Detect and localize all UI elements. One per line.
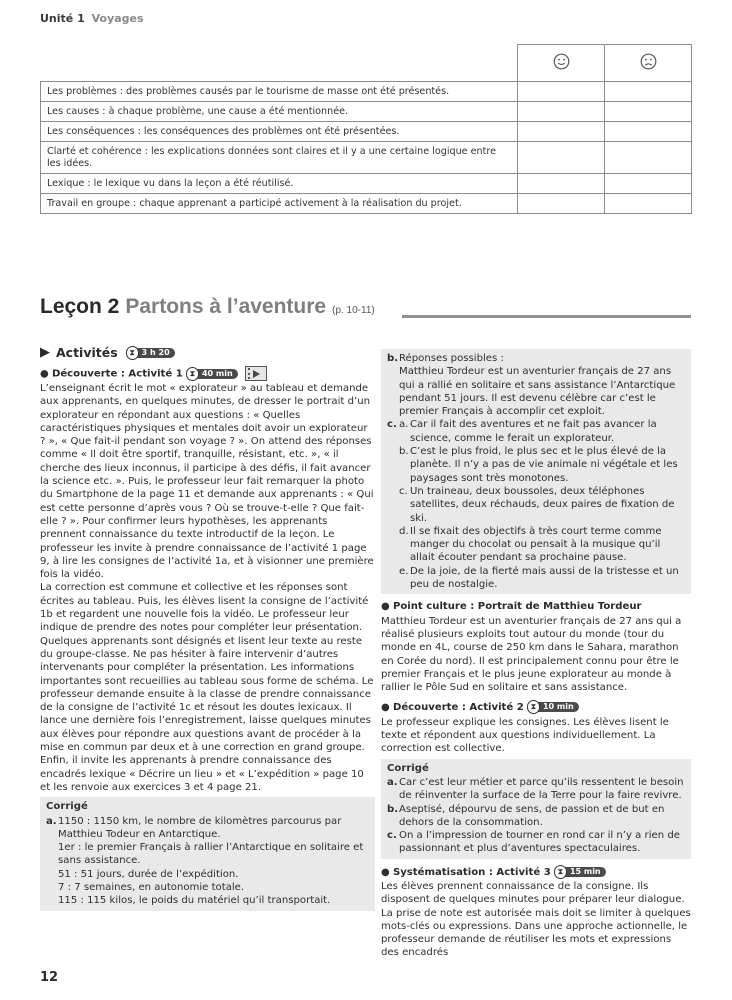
unit-title: Voyages bbox=[91, 12, 144, 25]
sub-text: Un traineau, deux boussoles, deux téléphones satellites, deux réchauds, deux paires de fixation de ski. bbox=[410, 485, 675, 524]
item-text: Aseptisé, dépourvu de sens, de passion et de but en dehors de la consommation. bbox=[399, 803, 665, 828]
corrige-box-2 bbox=[381, 759, 691, 859]
lesson-title-rule bbox=[402, 315, 691, 318]
unit-number: Unité 1 bbox=[40, 12, 85, 25]
criterion-problems: Les problèmes : des problèmes causés par le tourisme de masse ont été présentés. bbox=[41, 82, 518, 102]
grid-header-sad bbox=[605, 45, 692, 82]
sub-letter: e. bbox=[399, 565, 409, 577]
decouverte1-heading bbox=[40, 366, 375, 381]
sub-letter: a. bbox=[399, 419, 409, 431]
lesson-pages: (p. 10-11) bbox=[332, 305, 375, 316]
bullet-icon: ● bbox=[40, 368, 49, 380]
checkbox-happy[interactable] bbox=[518, 142, 605, 174]
grid-header-blank bbox=[41, 45, 518, 82]
systematisation-title: Systématisation : Activité 3 bbox=[392, 866, 551, 878]
sub-item bbox=[399, 485, 685, 525]
corrige-title: Corrigé bbox=[387, 762, 429, 774]
grid-row bbox=[41, 174, 692, 194]
sub-item bbox=[399, 525, 685, 565]
sub-item bbox=[399, 445, 685, 485]
lesson-title bbox=[40, 295, 691, 327]
checkbox-sad[interactable] bbox=[605, 122, 692, 142]
left-column bbox=[40, 343, 375, 911]
sub-letter: d. bbox=[399, 525, 409, 537]
systematisation-duration: 15 min bbox=[563, 867, 606, 877]
sub-text: Il se fixait des objectifs à très court terme comme manger du chocolat ou pensait à la musique qu’il allait écouter pendant sa prochaine pause. bbox=[410, 525, 662, 564]
item-letter: c. bbox=[387, 830, 397, 842]
corrige-title: Corrigé bbox=[46, 801, 88, 813]
item-letter: a. bbox=[387, 776, 398, 788]
item-body bbox=[399, 418, 685, 591]
answer-line: 1er : le premier Français à rallier l’Antarctique en solitaire et sans assistance. bbox=[58, 842, 364, 867]
decouverte2-timer bbox=[527, 700, 579, 714]
checkbox-happy[interactable] bbox=[518, 82, 605, 102]
grid-row bbox=[41, 194, 692, 214]
lesson-number: Leçon 2 bbox=[40, 295, 120, 318]
answer-text: Matthieu Tordeur est un aventurier français de 27 ans qui a rallié en solitaire et sans assistance l’Antarctique pendant 51 jours. Il est devenu célèbre car c’est le premier Français à accomplir cet exploit. bbox=[399, 366, 676, 418]
hourglass-icon: ⧗ bbox=[527, 700, 540, 714]
smiley-sad-icon bbox=[640, 53, 657, 70]
sub-text: De la joie, de la fierté mais aussi de la tristesse et un peu de nostalgie. bbox=[410, 565, 679, 591]
hourglass-icon: ⧗ bbox=[186, 367, 199, 381]
item-text: On a l’impression de tourner en rond car il n’y a rien de passionnant et plus d’aventures spectaculaires. bbox=[399, 830, 680, 855]
corrige-item bbox=[387, 776, 685, 803]
item-letter: a. bbox=[46, 815, 57, 827]
item-text: Car c’est leur métier et parce qu’ils ressentent le besoin de réinventer la surface de la Terre pour la faire revivre. bbox=[399, 776, 684, 802]
sub-item bbox=[399, 418, 685, 445]
corrige-item bbox=[387, 829, 685, 856]
sub-letter: b. bbox=[399, 446, 409, 458]
video-icon[interactable] bbox=[245, 366, 267, 381]
play-arrow-icon: ▶ bbox=[40, 345, 50, 361]
systematisation-timer bbox=[554, 865, 606, 879]
bullet-icon: ● bbox=[381, 702, 390, 714]
systematisation-text: Les élèves prennent connaissance de la consigne. Ils disposent de quelques minutes pour préparer leur dialogue. La prise de note est autorisée mais doit se limiter à quelques mots-clés ou expressions. Dans une approche actionnelle, le professeur demande de réutiliser les mots et expressions des encadrés bbox=[381, 880, 691, 959]
hourglass-icon: ⧗ bbox=[126, 346, 139, 360]
unit-header bbox=[40, 12, 144, 25]
grid-row bbox=[41, 122, 692, 142]
culture-text: Matthieu Tordeur est un aventurier français de 27 ans qui a réalisé plusieurs exploits tout autour du monde (tour du monde en 4L, course de 250 km dans le Sahara, marathon en Corée du nord). Il est principalement connu pour être le premier Français et le plus jeune explorateur au monde à rallier le Pôle Sud en solitaire et sans assistance. bbox=[381, 615, 682, 694]
checkbox-happy[interactable] bbox=[518, 102, 605, 122]
corrige-item-c bbox=[387, 418, 685, 591]
grid-header-happy bbox=[518, 45, 605, 82]
smiley-happy-icon bbox=[553, 53, 570, 70]
item-body bbox=[58, 815, 369, 908]
checkbox-sad[interactable] bbox=[605, 142, 692, 174]
lesson-name: Partons à l’aventure bbox=[125, 295, 327, 318]
grid-row bbox=[41, 102, 692, 122]
decouverte1-title: Découverte : Activité 1 bbox=[51, 368, 183, 380]
sub-text: Car il fait des aventures et ne fait pas avancer la science, comme le ferait un explorateur. bbox=[410, 419, 657, 444]
activities-heading bbox=[40, 343, 375, 363]
criterion-consequences: Les conséquences : les conséquences des problèmes ont été présentées. bbox=[41, 122, 518, 142]
criterion-lexicon: Lexique : le lexique vu dans la leçon a été réutilisé. bbox=[41, 174, 518, 194]
corrige-item-a bbox=[46, 815, 369, 908]
checkbox-happy[interactable] bbox=[518, 174, 605, 194]
criterion-clarity: Clarté et cohérence : les explications données sont claires et il y a une certaine logique entre les idées. bbox=[41, 142, 518, 174]
decouverte2-heading bbox=[381, 700, 691, 714]
answer-intro: Réponses possibles : bbox=[399, 353, 504, 364]
checkbox-sad[interactable] bbox=[605, 174, 692, 194]
criterion-causes: Les causes : à chaque problème, une cause a été mentionnée. bbox=[41, 102, 518, 122]
decouverte1-paragraph: L’enseignant écrit le mot « explorateur » au tableau et demande aux apprenants, en quelques minutes, de dresser le portrait d’un explorateur en répondant aux questions : « Quelles caractéristiques physiques et mentales doit avoir un explorateur ? », « Que fait-il pendant son voyage ? ». On attend des réponses comme « Il doit être sportif, tranquille, résistant, etc. », « il cherche des lieux inconnus, il participe à des défis, il fait avancer la science etc. ». Puis, le professeur leur fait remarquer la photo du Smartphone de la page 11 et demande aux apprenants : « Qui est cette personne d’après vous ? Où se trouve-t-elle ? Que fait-elle ? ». Pour confirmer leurs hypothèses, les apprenants prennent connaissance du texte introductif de la leçon. Le professeur les invite à prendre connaissance de l’activité 1 page 9, à lire les consignes de l’activité 1a, et à visionner une première fois la vidéo. bbox=[40, 383, 374, 581]
checkbox-sad[interactable] bbox=[605, 102, 692, 122]
sub-letter: c. bbox=[399, 485, 408, 497]
sub-item bbox=[399, 565, 685, 592]
corrige-box bbox=[40, 797, 375, 910]
systematisation-heading bbox=[381, 865, 691, 879]
item-letter: b. bbox=[387, 803, 399, 815]
activities-duration: 3 h 20 bbox=[135, 348, 175, 358]
bullet-icon: ● bbox=[381, 601, 390, 613]
hourglass-icon: ⧗ bbox=[554, 865, 567, 879]
checkbox-sad[interactable] bbox=[605, 82, 692, 102]
answer-line: 1150 : 1150 km, le nombre de kilomètres parcourus par Matthieu Todeur en Antarctique. bbox=[58, 815, 342, 840]
corrige-box-continued bbox=[381, 349, 691, 594]
evaluation-grid bbox=[40, 44, 692, 214]
checkbox-happy[interactable] bbox=[518, 194, 605, 214]
answer-line: 7 : 7 semaines, en autonomie totale. bbox=[58, 881, 245, 893]
answer-line: 51 : 51 jours, durée de l’expédition. bbox=[58, 868, 239, 880]
decouverte1-duration: 40 min bbox=[195, 369, 238, 379]
bullet-icon: ● bbox=[381, 866, 390, 878]
decouverte2-text: Le professeur explique les consignes. Les élèves lisent le texte et répondent aux questions individuellement. La correction est collective. bbox=[381, 716, 669, 755]
decouverte2-duration: 10 min bbox=[536, 702, 579, 712]
page-number: 12 bbox=[40, 970, 59, 985]
grid-row bbox=[41, 82, 692, 102]
activities-label: Activités bbox=[56, 345, 118, 361]
activities-timer bbox=[126, 346, 175, 360]
item-letter: b. bbox=[387, 353, 399, 364]
decouverte1-timer bbox=[186, 367, 238, 381]
decouverte1-paragraph: La correction est commune et collective et les réponses sont écrites au tableau. Puis, les élèves lisent la consigne de l’activité 1b et regardent une nouvelle fois la vidéo. Le professeur leur indique de prendre des notes pour compléter leur présentation. Quelques apprenants sont désignés et lisent leur texte au reste du groupe-classe. Ne pas hésiter à faire intervenir d’autres intervenants pour compléter la présentation. Les informations importantes sont recueillies au tableau sous forme de schéma. Le professeur demande ensuite à la classe de prendre connaissance de la consigne de l’activité 1c et résout les doutes lexicaux. Il lance une dernière fois l’enregistrement, laisse quelques minutes aux élèves pour répondre aux questions avant de procéder à la mise en commun par deux et à une correction en grand groupe. Enfin, il invite les apprenants à prendre connaissance des encadrés lexique « Décrire un lieu » et « L’expédition » page 10 et les renvoie aux exercices 3 et 4 page 21. bbox=[40, 582, 374, 793]
right-column bbox=[381, 349, 691, 960]
checkbox-happy[interactable] bbox=[518, 122, 605, 142]
sub-text: C’est le plus froid, le plus sec et le plus élevé de la planète. Il n’y a pas de vie animale ni végétale et les paysages sont très monotones. bbox=[410, 446, 678, 484]
culture-heading bbox=[381, 600, 691, 613]
checkbox-sad[interactable] bbox=[605, 194, 692, 214]
item-body bbox=[399, 352, 685, 418]
item-letter: c. bbox=[387, 419, 397, 431]
grid-row bbox=[41, 142, 692, 174]
culture-title: Point culture : Portrait de Matthieu Tordeur bbox=[392, 601, 642, 613]
criterion-group-work: Travail en groupe : chaque apprenant a participé activement à la réalisation du projet. bbox=[41, 194, 518, 214]
decouverte2-title: Découverte : Activité 2 bbox=[392, 702, 524, 714]
corrige-item bbox=[387, 803, 685, 830]
answer-line: 115 : 115 kilos, le poids du matériel qu’il transportait. bbox=[58, 895, 331, 907]
corrige-item-b bbox=[387, 352, 685, 418]
